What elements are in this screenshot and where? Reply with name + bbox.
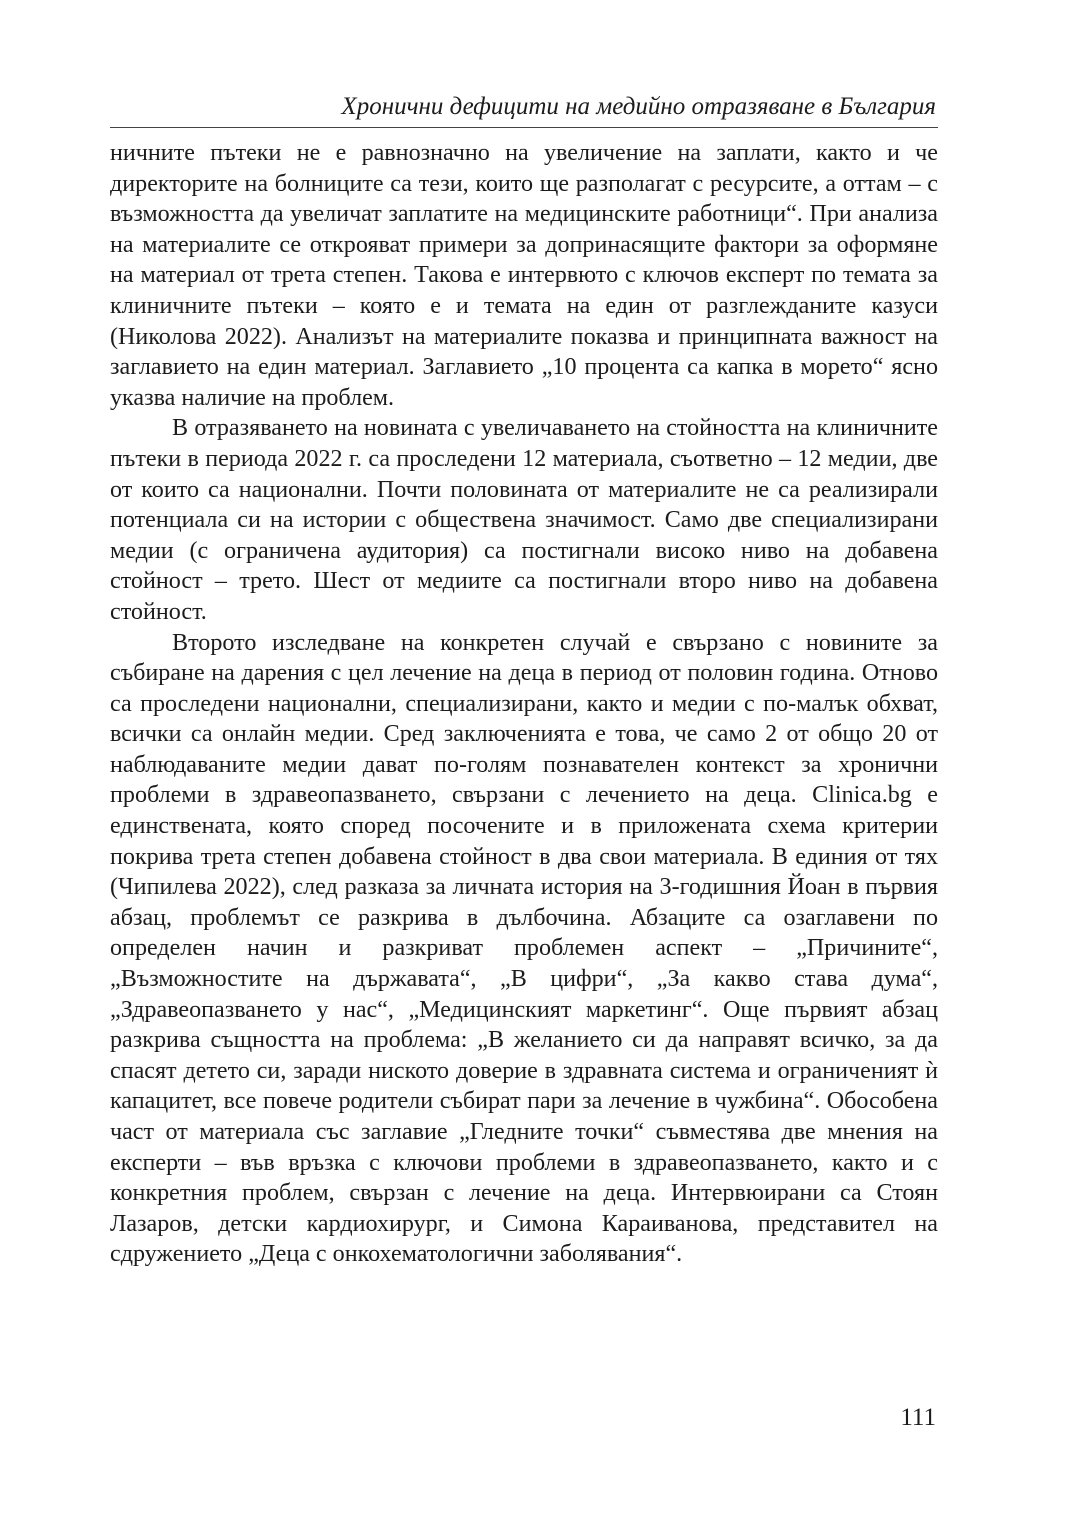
paragraph-donations-case: Второто изследване на конкретен случай е свързано с новините за събиране на дарения с цел лечение на деца в период от половин година. Отново са проследени национални, специализирани, както и медии с по-малък обхват, всички са онлайн медии. Сред заключенията е това, че само 2 от общо 20 от наблюдаваните медии дават по-голям познавателен контекст за хронични проблеми в здравеопазването, свързани с лечението на деца. Clinica.bg е единствената, която според посочените и в приложената схема критерии покрива трета степен добавена стойност в два свои материала. В единия от тях (Чипилева 2022), след разказа за личната история на 3-годишния Йоан в първия абзац, проблемът се разкрива в дълбочина. Абзаците са озаглавени по определен начин и разкриват проблемен аспект – „Причините“, „Възможностите на държавата“, „В цифри“, „За какво става дума“, „Здравеопазването у нас“, „Медицинският маркетинг“. Още първият абзац разкрива същността на проблема: „В желанието си да направят всичко, за да спасят детето си, заради ниското доверие в здравната система и ограниченият ѝ капацитет, все повече родители събират пари за лечение в чужбина“. Обособена част от материала със заглавие „Гледните точки“ съвместява две мнения на експерти – във връзка с ключови проблеми в здравеопазването, както и с конкретния проблем, свързан с лечение на деца. Интервюирани са Стоян Лазаров, детски кардиохирург, и Симона Караиванова, представител на сдружението „Деца с онкохематологични заболявания“. (110, 629, 938, 1268)
running-header: Хронични дефицити на медийно отразяване в България (110, 88, 938, 128)
page-number: 111 (900, 1404, 936, 1431)
body-text (110, 138, 938, 1270)
paragraph-clinical-pathways-case: В отразяването на новината с увеличаването на стойността на клиничните пътеки в периода 2022 г. са проследени 12 материала, съответно – 12 медии, две от които са национални. Почти половината от материалите не са реализирали потенциала си на истории с обществена значимост. Само две специализирани медии (с ограничена аудитория) са постигнали високо ниво на добавена стойност – трето. Шест от медиите са постигнали второ ниво на добавена стойност. (110, 415, 938, 625)
paragraph-continued: ничните пътеки не е равнозначно на увеличение на заплати, както и че директорите на болниците са тези, които ще разполагат с ресурсите, а оттам – с възможността да увеличат заплатите на медицинските работници“. При анализа на материалите се открояват примери за допринасящите фактори за оформяне на материал от трета степен. Такова е интервюто с ключов експерт по темата за клиничните пътеки – която е и темата на един от разглежданите казуси (Николова 2022). Анализът на материалите показва и принципната важност на заглавието на един материал. Заглавието „10 процента са капка в морето“ ясно указва наличие на проблем. (110, 140, 938, 411)
book-page (110, 88, 938, 1270)
